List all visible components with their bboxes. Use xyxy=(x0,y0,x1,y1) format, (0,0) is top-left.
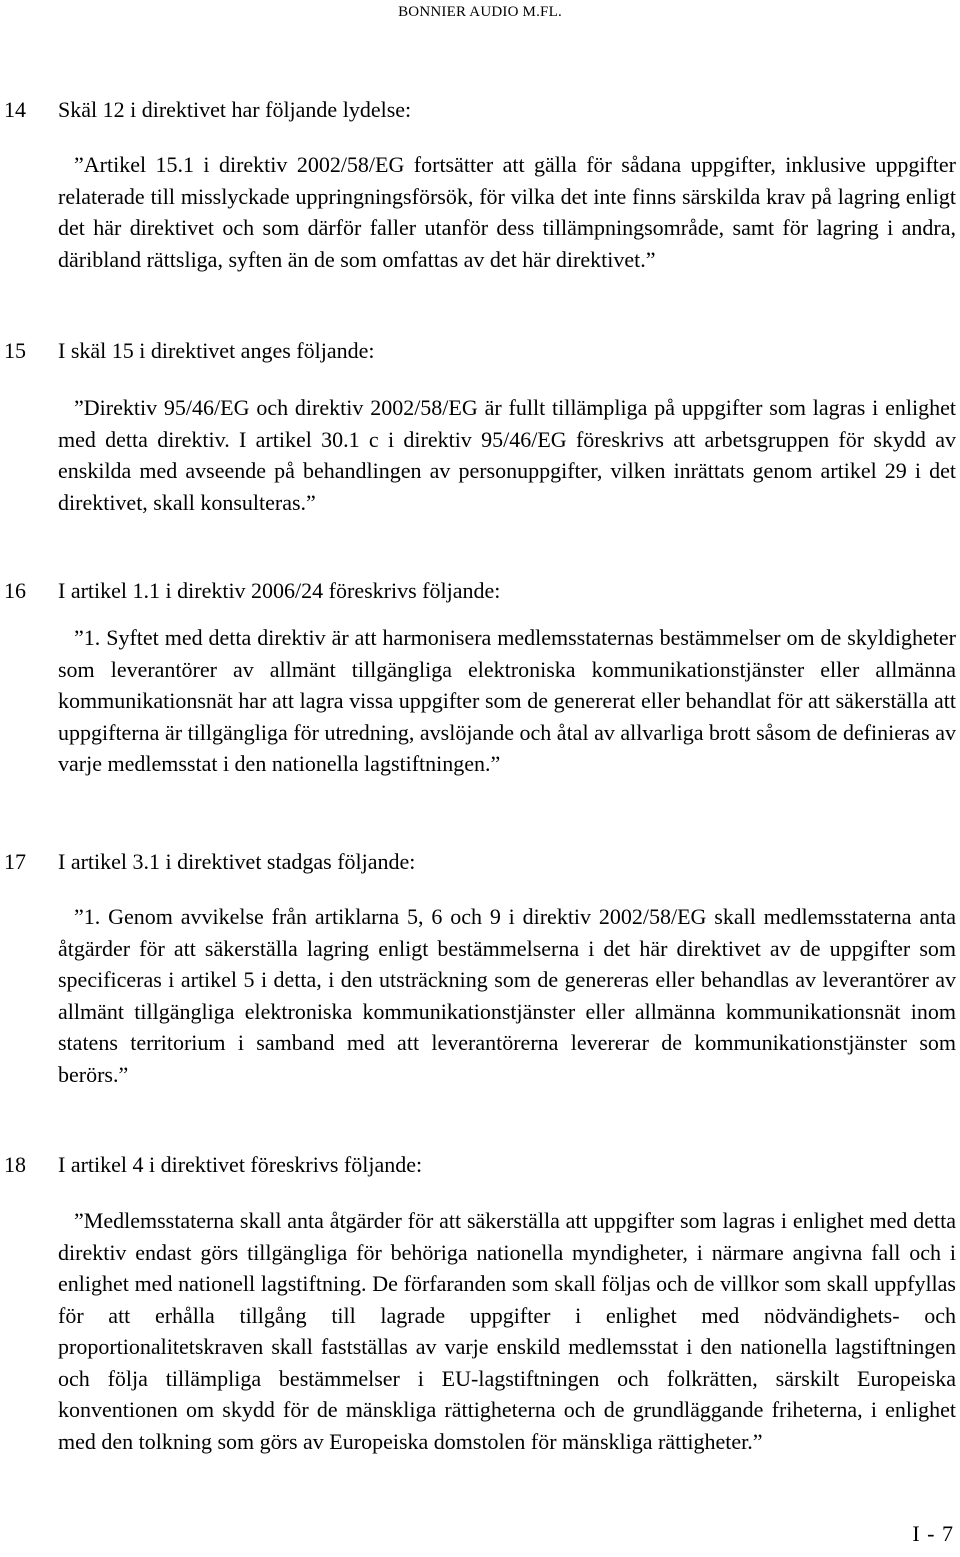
paragraph-intro: I skäl 15 i direktivet anges följande: xyxy=(58,338,375,363)
paragraph-intro: I artikel 3.1 i direktivet stadgas följande: xyxy=(58,849,416,874)
paragraph-number: 14 xyxy=(4,97,26,122)
paragraph-intro: I artikel 1.1 i direktiv 2006/24 föreskrivs följande: xyxy=(58,578,501,603)
paragraph-number: 18 xyxy=(4,1152,26,1177)
running-header: BONNIER AUDIO M.FL. xyxy=(398,4,562,20)
quoted-text: ”1. Syftet med detta direktiv är att harmonisera medlemsstaternas bestämmelser om de skyldigheter som leverantörer av allmänt tillgängliga elektroniska kommunikationstjänster eller allmänna kommunikationsnät har att lagra vissa uppgifter som de genererat eller behandlat för att säkerställa att uppgifterna är tillgängliga för utredning, avslöjande och åtal av allvarliga brott såsom de definieras av varje medlemsstat i den nationella lagstiftningen.” xyxy=(58,625,956,776)
quoted-text: ”Direktiv 95/46/EG och direktiv 2002/58/EG är fullt tillämpliga på uppgifter som lagras i enlighet med detta direktiv. I artikel 30.1 c i direktiv 95/46/EG föreskrivs att arbetsgruppen för skydd av enskilda med avseende på behandlingen av personuppgifter, vilken inrättats genom artikel 29 i det direktivet, skall konsulteras.” xyxy=(58,395,956,515)
paragraph-intro: Skäl 12 i direktivet har följande lydelse: xyxy=(58,97,412,122)
quoted-text: ”1. Genom avvikelse från artiklarna 5, 6 och 9 i direktiv 2002/58/EG skall medlemsstaterna anta åtgärder för att säkerställa lagring enligt bestämmelserna i det här direktivet av de uppgifter som specificeras i artikel 5 i detta, i den utsträckning som de genereras eller behandlas av leverantörer av allmänt tillgängliga elektroniska kommunikationstjänster eller allmänna kommunikationsnät inom statens territorium i samband med att leverantörerna levererar de kommunikationstjänster som berörs.” xyxy=(58,904,956,1087)
paragraph-number: 15 xyxy=(4,338,26,363)
page-number: I - 7 xyxy=(912,1521,954,1546)
quoted-text: ”Artikel 15.1 i direktiv 2002/58/EG fortsätter att gälla för sådana uppgifter, inklusive uppgifter relaterade till misslyckade uppringningsförsök, för vilka det inte finns särskilda krav på lagring enligt det här direktivet och som därför faller utanför dess tillämpningsområde, samt för lagring i andra, däribland rättsliga, syften än de som omfattas av det här direktivet.” xyxy=(58,152,956,272)
quoted-text: ”Medlemsstaterna skall anta åtgärder för att säkerställa att uppgifter som lagras i enlighet med detta direktiv endast görs tillgängliga för behöriga nationella myndigheter, i närmare angivna fall och i enlighet med nationell lagstiftning. De förfaranden som skall följas och de villkor som skall uppfyllas för att erhålla tillgång till lagrade uppgifter i enlighet med nödvändighets- och proportionalitetskraven skall fastställas av varje enskild medlemsstat i den nationella lagstiftningen och följa tillämpliga bestämmelser i EU-lagstiftningen och folkrätten, särskilt Europeiska konventionen om skydd för de mänskliga rättigheterna och de grundläggande friheterna, i enlighet med den tolkning som görs av Europeiska domstolen för mänskliga rättigheter.” xyxy=(58,1208,956,1454)
paragraph-number: 17 xyxy=(4,849,26,874)
paragraph-number: 16 xyxy=(4,578,26,603)
paragraph-intro: I artikel 4 i direktivet föreskrivs följande: xyxy=(58,1152,423,1177)
